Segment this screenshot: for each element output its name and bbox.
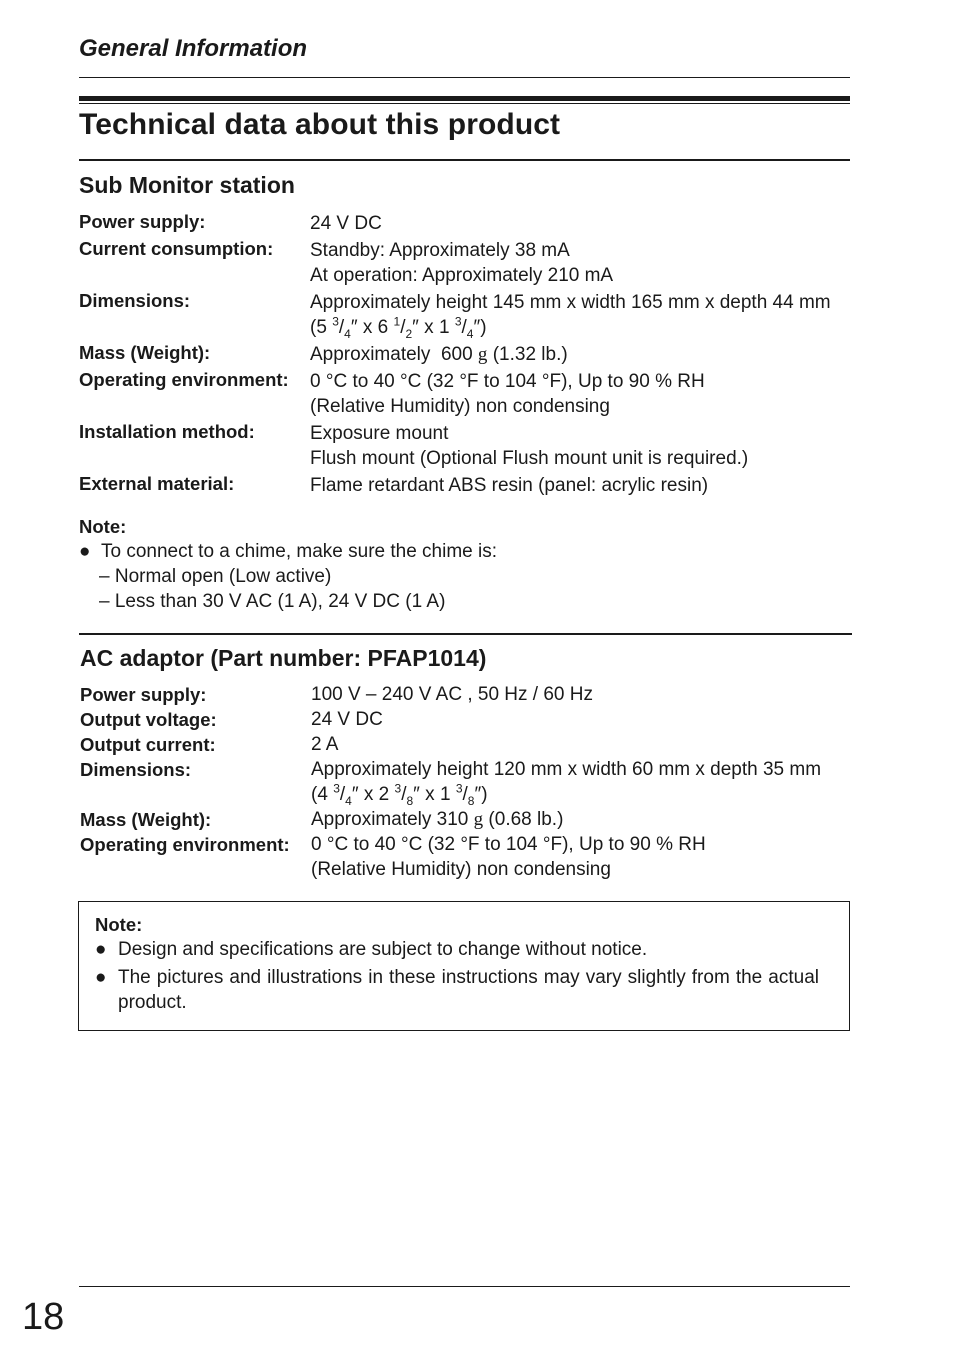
spec-value-line: Approximately 600 g (1.32 lb.) bbox=[310, 344, 568, 365]
spec-label: Operating environment: bbox=[79, 369, 289, 390]
sub-monitor-note bbox=[79, 514, 497, 614]
spec-value-line: 0 °C to 40 °C (32 °F to 104 °F), Up to 90 % RH bbox=[311, 834, 706, 855]
title-rule-thick bbox=[79, 96, 850, 101]
spec-value-line: 0 °C to 40 °C (32 °F to 104 °F), Up to 90 % RH bbox=[310, 371, 705, 392]
spec-value bbox=[311, 832, 706, 882]
spec-value-line: (Relative Humidity) non condensing bbox=[310, 396, 610, 417]
spec-value bbox=[310, 419, 748, 471]
spec-row bbox=[80, 682, 855, 707]
spec-value-line: 24 V DC bbox=[310, 213, 382, 234]
ac-adaptor-heading: AC adaptor (Part number: PFAP1014) bbox=[80, 645, 487, 671]
title-underline bbox=[79, 159, 850, 161]
spec-label: Dimensions: bbox=[80, 759, 192, 780]
note-dash-item: – Normal open (Low active) bbox=[99, 566, 332, 587]
footer-rule bbox=[79, 1286, 850, 1287]
spec-value bbox=[310, 236, 613, 288]
spec-value-line: (Relative Humidity) non condensing bbox=[311, 859, 611, 880]
spec-row bbox=[79, 209, 854, 236]
spec-label: Operating environment: bbox=[80, 834, 290, 855]
spec-row bbox=[80, 832, 855, 882]
bullet-icon: ● bbox=[95, 939, 107, 960]
spec-value-line: Flame retardant ABS resin (panel: acrylic resin) bbox=[310, 475, 709, 496]
spec-label: External material: bbox=[79, 473, 235, 494]
spec-value-line: Approximately height 120 mm x width 60 mm x depth 35 mm bbox=[311, 759, 822, 780]
spec-value bbox=[311, 757, 821, 807]
spec-label: Current consumption: bbox=[79, 238, 274, 259]
spec-value-line: Approximately height 145 mm x width 165 mm x depth 44 mm bbox=[310, 292, 831, 313]
note-bullet-item: ● The pictures and illustrations in these instructions may vary slightly from the actual product. bbox=[95, 967, 819, 1013]
ac-adaptor-spec-table bbox=[80, 682, 855, 882]
spec-label: Mass (Weight): bbox=[79, 342, 211, 363]
spec-value bbox=[310, 209, 382, 236]
spec-value-line: Standby: Approximately 38 mA bbox=[310, 240, 570, 261]
section-label: General Information bbox=[79, 35, 308, 62]
spec-value bbox=[311, 707, 383, 732]
bullet-icon: ● bbox=[95, 967, 107, 988]
note-bullet-item: ● Design and specifications are subject to change without notice. bbox=[95, 939, 648, 960]
bullet-icon: ● bbox=[79, 541, 91, 562]
spec-label: Mass (Weight): bbox=[80, 809, 212, 830]
dimension-inches: (5 $^3/_4''$ x 6 $^1/_2''$ x 1 $^3/_4''$) bbox=[310, 314, 487, 341]
spec-label: Output current: bbox=[80, 734, 216, 755]
header-rule bbox=[79, 77, 850, 78]
spec-row bbox=[79, 236, 854, 288]
spec-value-line: 2 A bbox=[311, 734, 339, 755]
spec-label: Power supply: bbox=[79, 211, 206, 232]
spec-label: Power supply: bbox=[80, 684, 207, 705]
spec-row bbox=[79, 419, 854, 471]
sub-monitor-spec-table bbox=[79, 209, 854, 498]
spec-row bbox=[79, 471, 854, 498]
spec-value bbox=[310, 340, 568, 367]
spec-label: Dimensions: bbox=[79, 290, 191, 311]
note-title: Note: bbox=[79, 516, 127, 537]
spec-value-line: At operation: Approximately 210 mA bbox=[310, 265, 614, 286]
spec-value bbox=[310, 471, 708, 498]
spec-row bbox=[80, 732, 855, 757]
spec-value-line: 100 V – 240 V AC , 50 Hz / 60 Hz bbox=[311, 684, 593, 705]
spec-value-line: 24 V DC bbox=[311, 709, 383, 730]
spec-value-line: Exposure mount bbox=[310, 423, 449, 444]
dimension-inches: (4 $^3/_4''$ x 2 $^3/_8''$ x 1 $^3/_8''$) bbox=[311, 781, 488, 808]
title-rule-thin bbox=[79, 103, 850, 104]
note-box bbox=[78, 901, 850, 1031]
note-bullet-item: ● To connect to a chime, make sure the chime is: bbox=[79, 541, 498, 562]
spec-row bbox=[80, 707, 855, 732]
page-title: Technical data about this product bbox=[79, 108, 561, 141]
spec-value bbox=[311, 732, 338, 757]
spec-row bbox=[80, 807, 855, 832]
spec-value-line: Approximately 310 g (0.68 lb.) bbox=[311, 809, 564, 830]
spec-value bbox=[310, 288, 831, 340]
spec-row bbox=[79, 340, 854, 367]
spec-label: Installation method: bbox=[79, 421, 255, 442]
spec-value bbox=[311, 682, 593, 707]
spec-value bbox=[311, 807, 563, 832]
note-title: Note: bbox=[95, 914, 143, 935]
page-number: 18 bbox=[22, 1296, 65, 1338]
spec-value bbox=[310, 367, 705, 419]
spec-value-line: Flush mount (Optional Flush mount unit is required.) bbox=[310, 448, 749, 469]
spec-row bbox=[79, 367, 854, 419]
sub-monitor-heading: Sub Monitor station bbox=[79, 172, 295, 198]
spec-label: Output voltage: bbox=[80, 709, 217, 730]
ac-adaptor-rule bbox=[79, 633, 852, 635]
note-dash-item: – Less than 30 V AC (1 A), 24 V DC (1 A) bbox=[99, 591, 446, 612]
spec-row bbox=[79, 288, 854, 340]
spec-row bbox=[80, 757, 855, 807]
